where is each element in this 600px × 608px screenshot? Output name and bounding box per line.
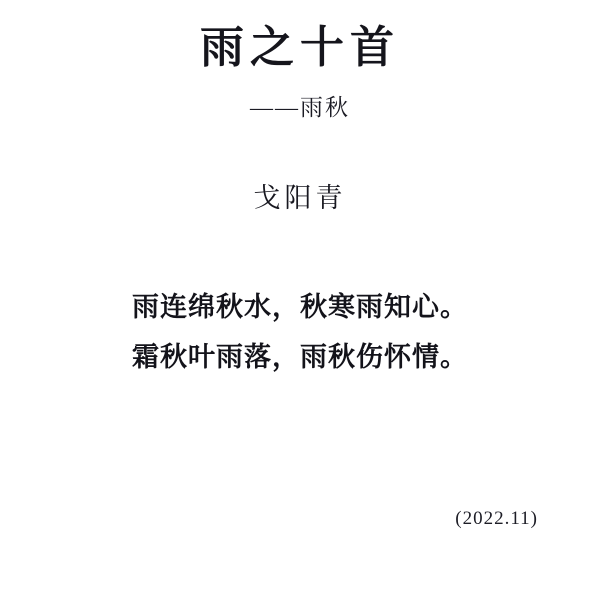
page-title: 雨之十首	[200, 23, 400, 72]
poem-body	[132, 283, 468, 383]
author-name: 戈阳青	[253, 182, 347, 213]
page-subtitle: ——雨秋	[250, 94, 350, 120]
publication-date: (2022.11)	[455, 508, 538, 529]
poem-line: 雨连绵秋水，秋寒雨知心。	[132, 291, 468, 322]
poem-line: 霜秋叶雨落，雨秋伤怀情。	[132, 341, 468, 372]
